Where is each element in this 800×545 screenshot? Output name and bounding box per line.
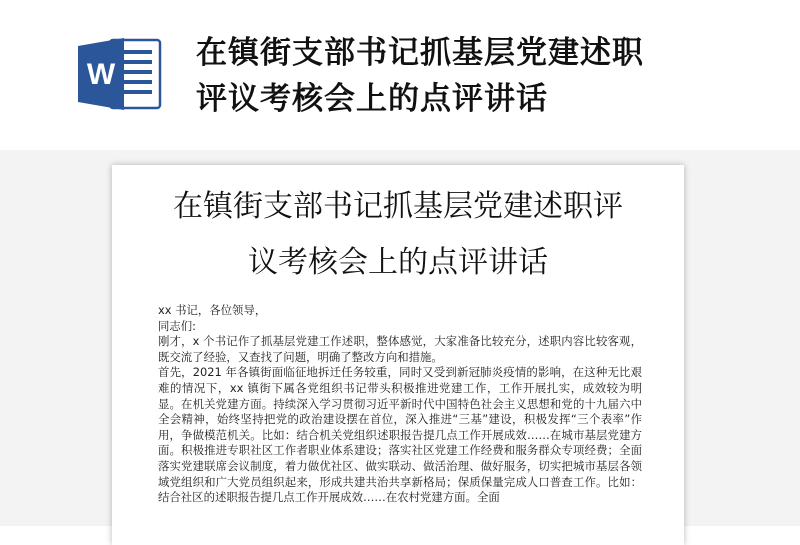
salutation: xx 书记，各位领导， — [158, 303, 267, 317]
document-body — [158, 303, 642, 506]
document-title-line1: 在镇街支部书记抓基层党建述职评 — [173, 189, 623, 224]
document-title — [112, 179, 684, 291]
header-title-line1: 在镇街支部书记抓基层党建述职 — [196, 35, 644, 71]
word-doc-icon — [76, 34, 164, 118]
paragraph: 刚才，x 个书记作了抓基层党建工作述职，整体感觉，大家准备比较充分，述职内容比较客观，既交流了经验，又查找了问题，明确了整改方向和措施。 — [158, 334, 642, 364]
header-title — [196, 30, 776, 122]
salutation-2: 同志们: — [158, 318, 197, 333]
svg-text:W: W — [86, 58, 116, 91]
paragraph: 首先，2021 年各镇街面临征地拆迁任务较重，同时又受到新冠肺炎疫情的影响，在这种无比艰难的情况下，xx 镇街下属各党组织书记带头积极推进党建工作，工作开展扎实，成效较为明显。在机关党建方面。持续深入学习贯彻习近平新时代中国特色社会主义思想和党的十九届六中全会精神，始终坚持把党的政治建设摆在首位，深入推进“三基”建设，积极发挥“三个表率”作用，争做模范机关。比如：结合机关党组织述职报告提几点工作开展成效……在城市基层党建方面。积极推进专职社区工作者职业体系建设；落实社区党建工作经费和服务群众专项经费；全面落实党建联席会议制度，着力做优社区、做实联动、做活治理、做好服务，切实把城市基层各领域党组织和广大党员组织起来，形成共建共治共享新格局；保质保量完成人口普查工作。比如：结合社区的述职报告提几点工作开展成效……在农村党建方面。全面 — [158, 365, 642, 505]
header — [0, 0, 800, 150]
document-title-line2: 议考核会上的点评讲话 — [248, 245, 548, 280]
document-page[interactable] — [112, 165, 684, 545]
header-title-line2: 评议考核会上的点评讲话 — [196, 81, 548, 117]
